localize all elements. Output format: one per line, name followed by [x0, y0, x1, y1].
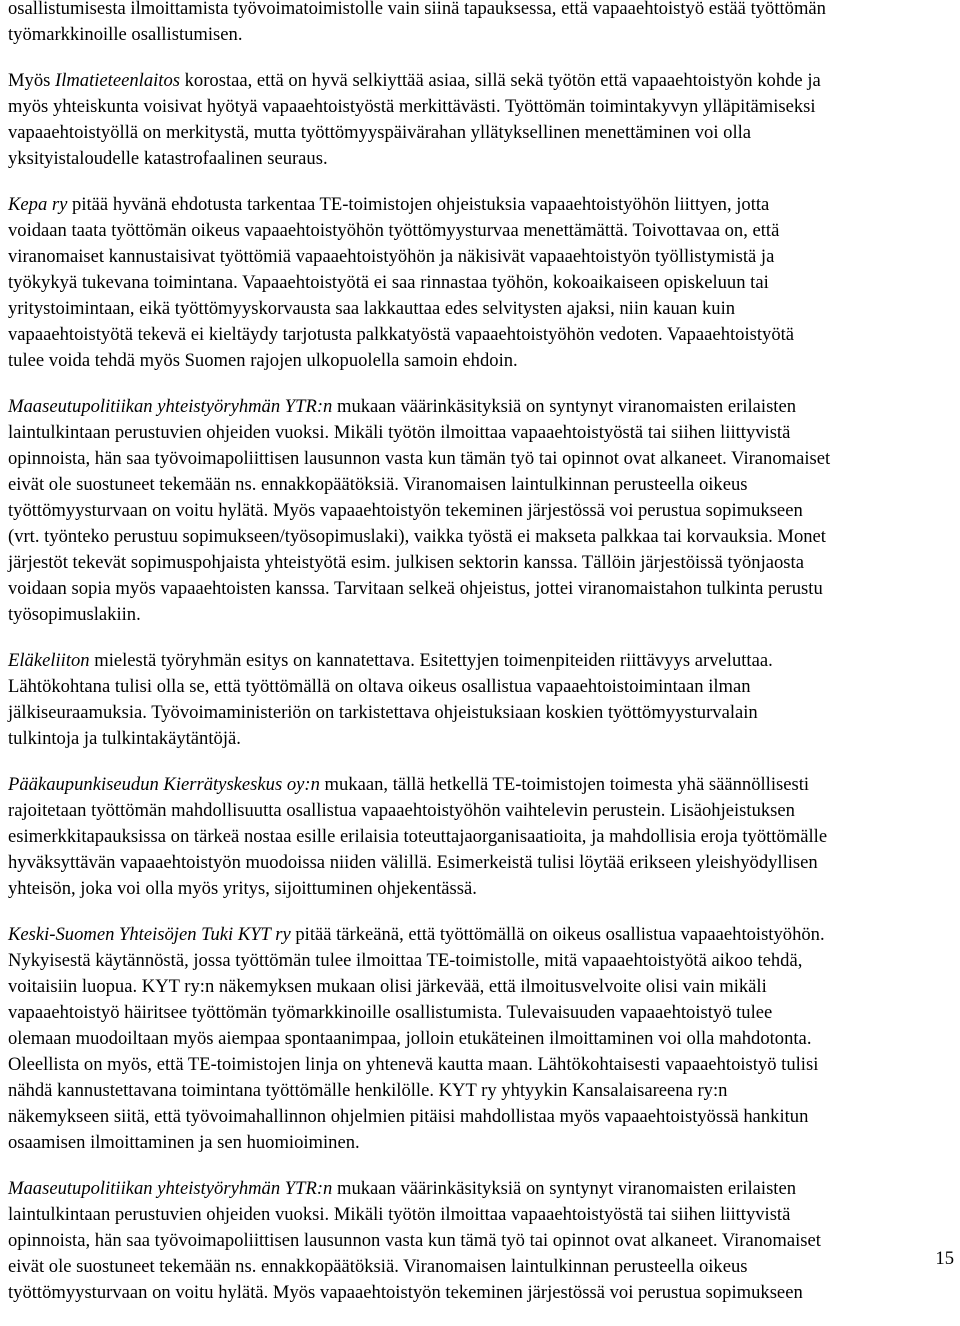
paragraph-4-lead: Maaseutupolitiikan yhteistyöryhmän YTR:n [8, 396, 333, 417]
paragraph-3-text: pitää hyvänä ehdotusta tarkentaa TE-toimistojen ohjeistuksia vapaaehtoistyöhön liittyen, jotta voidaan taata työttömän oikeus vapaaehtoistyöhön työttömyysturvaa menettämättä. Toivottavaa on, että viranomaiset kannustaisivat työttömiä vapaaehtoistyöhön ja näkisivät vapaaehtoistyön työllistymistä ja työkykyä tukevana toimintana. Vapaaehtoistyötä ei saa rinnastaa työhön, kokoaikaiseen opiskeluun tai yritystoimintaan, eikä työttömyyskorvausta saa lakkauttaa edes selvitysten ajaksi, niin kauan kuin vapaaehtoistyötä tekevä ei kieltäydy tarjotusta palkkatyöstä vapaaehtoistyöhön vedoten. Vapaaehtoistyötä tulee voida tehdä myös Suomen rajojen ulkopuolella samoin ehdoin. [8, 194, 795, 371]
paragraph-6-lead: Pääkaupunkiseudun Kierrätyskeskus oy:n [8, 774, 320, 795]
paragraph-6-text: mukaan, tällä hetkellä TE-toimistojen toimesta yhä säännöllisesti rajoitetaan työttömän mahdollisuutta osallistua vapaaehtoistyöhön vaihtelevin perustein. Lisäohjeistuksen esimerkkitapauksissa on tärkeä nostaa esille erilaisia toteuttajaorganisaatioita, ja mahdollisia eroja työttömälle hyväksyttävän vapaaehtoistyön muodoissa niiden välillä. Esimerkeistä tulisi löytää erikseen yleishyödyllisen yhteisön, joka voi olla myös yritys, sijoittuminen ohjekentässä. [8, 774, 828, 899]
paragraph-3-lead: Kepa ry [8, 194, 68, 215]
page-number: 15 [935, 1248, 954, 1269]
paragraph-5-lead: Eläkeliiton [8, 650, 90, 671]
paragraph-3 [8, 192, 954, 374]
paragraph-2-org-name: Ilmatieteenlaitos [55, 70, 180, 91]
paragraph-1 [8, 0, 954, 48]
paragraph-2-text-start: Myös [8, 70, 56, 91]
paragraph-5-text: mielestä työryhmän esitys on kannatettava. Esitettyjen toimenpiteiden riittävyys arveluttaa. Lähtökohtana tulisi olla se, että työttömällä on oltava oikeus osallistua vapaaehtoistoimintaan ilman jälkiseuraamuksia. Työvoimaministeriön on tarkistettava ohjeistuksiaan koskien työttömyysturvalain tulkintoja ja tulkintakäytäntöjä. [8, 650, 773, 749]
paragraph-2-text-rest: korostaa, että on hyvä selkiyttää asiaa, sillä sekä työtön että vapaaehtoistyön kohde ja myös yhteiskunta voisivat hyötyä vapaaehtoistyöstä merkittävästi. Työttömän toimintakyvyn ylläpitämiseksi vapaaehtoistyöllä on merkitystä, mutta työttömyyspäivärahan yllätyksellinen menettäminen voi olla yksityistaloudelle katastrofaalinen seuraus. [8, 70, 821, 169]
paragraph-7 [8, 922, 954, 1156]
paragraph-6 [8, 772, 954, 902]
paragraph-1-text: osallistumisesta ilmoittamista työvoimatoimistolle vain siinä tapauksessa, että vapaaehtoistyö estää työttömän työmarkkinoille osallistumisen. [8, 0, 826, 45]
paragraph-8-text: mukaan väärinkäsityksiä on syntynyt viranomaisten erilaisten laintulkintaan perustuvien ohjeiden vuoksi. Mikäli työtön ilmoittaa vapaaehtoistyöstä tai siihen liittyvistä opinnoista, hän saa työvoimapoliittisen lausunnon vasta kun tämä työ tai opinnot ovat alkaneet. Viranomaiset eivät ole suostuneet tekemään ns. ennakkopäätöksiä. Viranomaisen laintulkinnan perusteella oikeus työttömyysturvaan on voitu hylätä. Myös vapaaehtoistyön tekeminen järjestössä voi perustua sopimukseen [8, 1178, 821, 1303]
paragraph-7-lead: Keski-Suomen Yhteisöjen Tuki KYT ry [8, 924, 291, 945]
paragraph-8 [8, 1176, 954, 1306]
paragraph-4 [8, 394, 954, 628]
document-page [8, 0, 954, 1326]
paragraph-7-text: pitää tärkeänä, että työttömällä on oikeus osallistua vapaaehtoistyöhön. Nykyisestä käytännöstä, jossa työttömän tulee ilmoittaa TE-toimistolle, mitä vapaaehtoistyötä aikoo tehdä, voitaisiin luopua. KYT ry:n näkemyksen mukaan olisi järkevää, että ilmoitusvelvoite olisi vain mikäli vapaaehtoistyö häiritsee työttömän työmarkkinoille osallistumista. Tulevaisuuden vapaaehtoistyö tulee olemaan muodoiltaan myös aiempaa spontaanimpaa, jolloin etukäteinen ilmoittaminen voi olla mahdotonta. Oleellista on myös, että TE-toimistojen linja on yhtenevä kautta maan. Lähtökohtaisesti vapaaehtoistyö tulisi nähdä kannustettavana toimintana työttömälle henkilölle. KYT ry yhtyykin Kansalaisareena ry:n näkemykseen siitä, että työvoimahallinnon ohjelmien pitäisi mahdollistaa myös vapaaehtoistyössä hankitun osaamisen ilmoittaminen ja sen huomioiminen. [8, 924, 825, 1153]
paragraph-2 [8, 68, 954, 172]
paragraph-4-text: mukaan väärinkäsityksiä on syntynyt viranomaisten erilaisten laintulkintaan perustuvien ohjeiden vuoksi. Mikäli työtön ilmoittaa vapaaehtoistyöstä tai siihen liittyvistä opinnoista, hän saa työvoimapoliittisen lausunnon vasta kun tämän työ tai opinnot ovat alkaneet. Viranomaiset eivät ole suostuneet tekemään ns. ennakkopäätöksiä. Viranomaisen laintulkinnan perusteella oikeus työttömyysturvaan on voitu hylätä. Myös vapaaehtoistyön tekeminen järjestössä voi perustua sopimukseen (vrt. työnteko perustuu sopimukseen/työsopimuslaki), vaikka työstä ei makseta palkkaa tai korvauksia. Monet järjestöt tekevät sopimuspohjaista yhteistyötä esim. julkisen sektorin kanssa. Tällöin järjestöissä työnjaosta voidaan sopia myös vapaaehtoisten kanssa. Tarvitaan selkeä ohjeistus, jottei viranomaistahon tulkinta perustu työsopimuslakiin. [8, 396, 831, 625]
paragraph-8-lead: Maaseutupolitiikan yhteistyöryhmän YTR:n [8, 1178, 333, 1199]
paragraph-5 [8, 648, 954, 752]
